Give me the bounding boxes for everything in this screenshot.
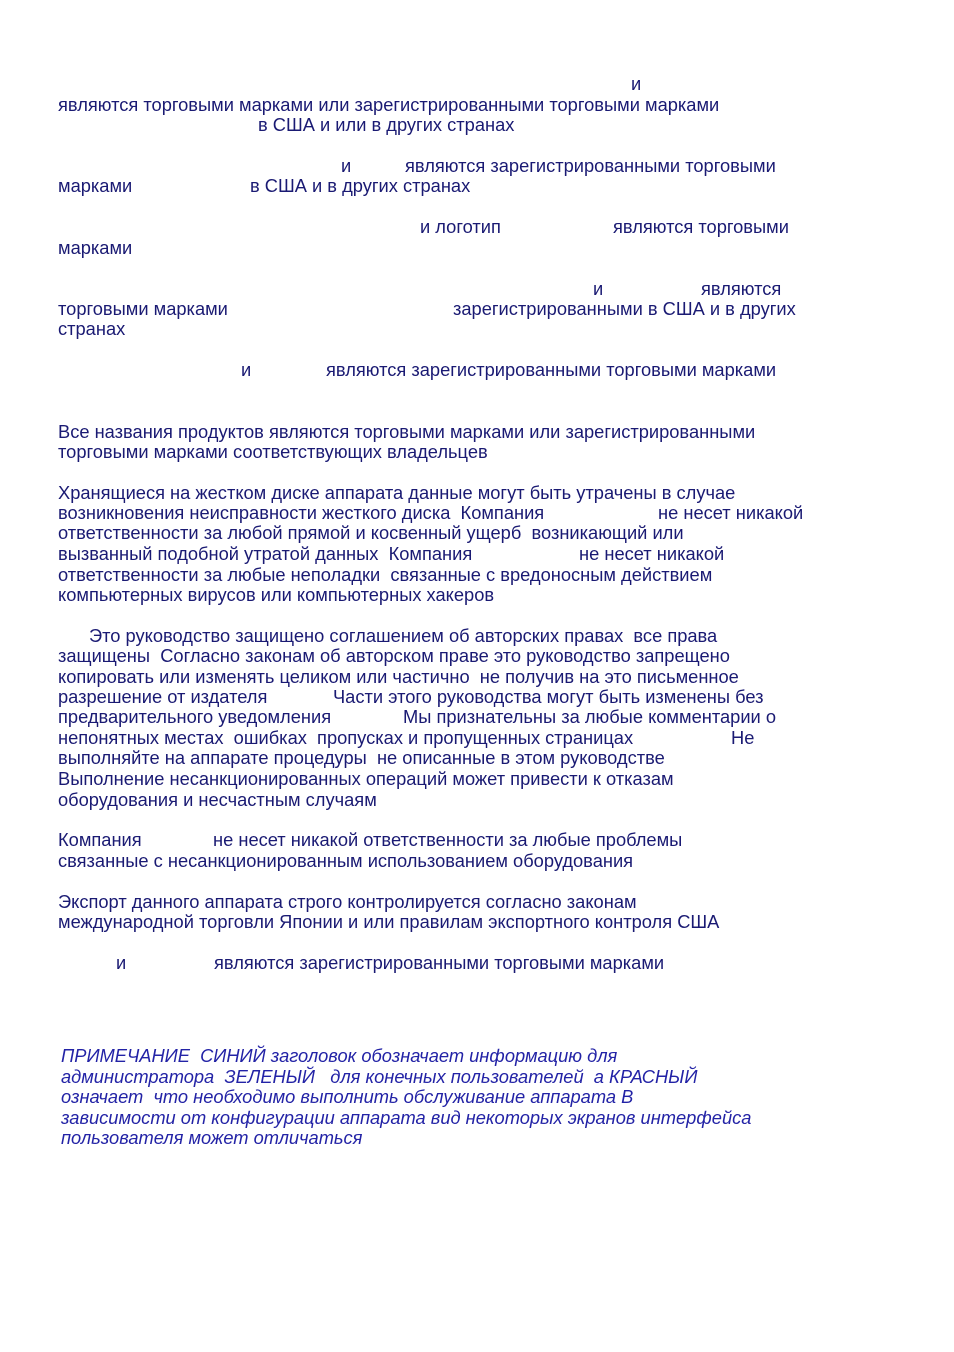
note-line-n1: ПРИМЕЧАНИЕ СИНИЙ заголовок обозначает информацию для xyxy=(61,1045,618,1066)
text-line-l24a: предварительного уведомления xyxy=(58,706,332,727)
text-line-l30: связанные с несанкционированным использованием оборудования xyxy=(58,850,634,871)
text-line-l15b: не несет никакой xyxy=(658,502,804,523)
text-line-l17b: не несет никакой xyxy=(579,543,725,564)
text-line-l14: Хранящиеся на жестком диске аппарата данные могут быть утрачены в случае xyxy=(58,482,736,503)
text-line-l08a: и xyxy=(593,278,604,299)
text-line-l29a: Компания xyxy=(58,829,142,850)
text-line-l18: ответственности за любые неполадки связанные с вредоносным действием xyxy=(58,564,713,585)
text-line-l19: компьютерных вирусов или компьютерных хакеров xyxy=(58,584,495,605)
text-line-l05b: в США и в других странах xyxy=(250,175,471,196)
text-line-l23b: Части этого руководства могут быть изменены без xyxy=(333,686,764,707)
text-line-l09b: зарегистрированными в США и в других xyxy=(453,298,796,319)
text-line-l12: Все названия продуктов являются торговыми марками или зарегистрированными xyxy=(58,421,756,442)
text-line-l27: Выполнение несанкционированных операций может привести к отказам xyxy=(58,768,674,789)
text-line-l29b: не несет никакой ответственности за любые проблемы xyxy=(213,829,683,850)
note-line-n5: пользователя может отличаться xyxy=(61,1127,363,1148)
text-line-l33b: являются зарегистрированными торговыми марками xyxy=(214,952,665,973)
text-line-l13: торговыми марками соответствующих владельцев xyxy=(58,441,488,462)
text-line-l23a: разрешение от издателя xyxy=(58,686,268,707)
text-line-l04a: и xyxy=(341,155,352,176)
text-line-l07: марками xyxy=(58,237,133,258)
text-line-l17a: вызванный подобной утратой данных Компания xyxy=(58,543,473,564)
text-line-l06b: являются торговыми xyxy=(613,216,789,237)
text-line-l32: международной торговли Японии и или правилам экспортного контроля США xyxy=(58,911,720,932)
text-line-l28: оборудования и несчастным случаям xyxy=(58,789,377,810)
text-line-l25b: Не xyxy=(731,727,755,748)
text-line-l33a: и xyxy=(116,952,127,973)
text-line-l26: выполняйте на аппарате процедуры не описанные в этом руководстве xyxy=(58,747,665,768)
text-line-l03: в США и или в других странах xyxy=(258,114,515,135)
text-line-l25a: непонятных местах ошибках пропусках и пропущенных страницах xyxy=(58,727,634,748)
text-line-l04b: являются зарегистрированными торговыми xyxy=(405,155,776,176)
text-line-l16: ответственности за любой прямой и косвенный ущерб возникающий или xyxy=(58,522,684,543)
text-line-l15a: возникновения неисправности жесткого диска Компания xyxy=(58,502,545,523)
text-line-l11b: являются зарегистрированными торговыми марками xyxy=(326,359,777,380)
text-line-l10: странах xyxy=(58,318,126,339)
text-line-l11a: и xyxy=(241,359,252,380)
note-line-n2: администратора ЗЕЛЕНЫЙ для конечных пользователей а КРАСНЫЙ xyxy=(61,1066,698,1087)
note-line-n3: означает что необходимо выполнить обслуживание аппарата В xyxy=(61,1086,634,1107)
text-line-l31: Экспорт данного аппарата строго контролируется согласно законам xyxy=(58,891,637,912)
text-line-l20: Это руководство защищено соглашением об авторских правах все права xyxy=(89,625,718,646)
text-line-l09a: торговыми марками xyxy=(58,298,228,319)
text-line-l01: и xyxy=(631,73,642,94)
text-line-l21: защищены Согласно законам об авторском праве это руководство запрещено xyxy=(58,645,730,666)
text-line-l22: копировать или изменять целиком или частично не получив на это письменное xyxy=(58,666,739,687)
text-line-l08b: являются xyxy=(701,278,782,299)
text-line-l05a: марками xyxy=(58,175,133,196)
text-line-l02: являются торговыми марками или зарегистрированными торговыми марками xyxy=(58,94,720,115)
text-line-l24b: Мы признательны за любые комментарии о xyxy=(403,706,777,727)
note-line-n4: зависимости от конфигурации аппарата вид некоторых экранов интерфейса xyxy=(61,1107,752,1128)
text-line-l06a: и логотип xyxy=(420,216,501,237)
